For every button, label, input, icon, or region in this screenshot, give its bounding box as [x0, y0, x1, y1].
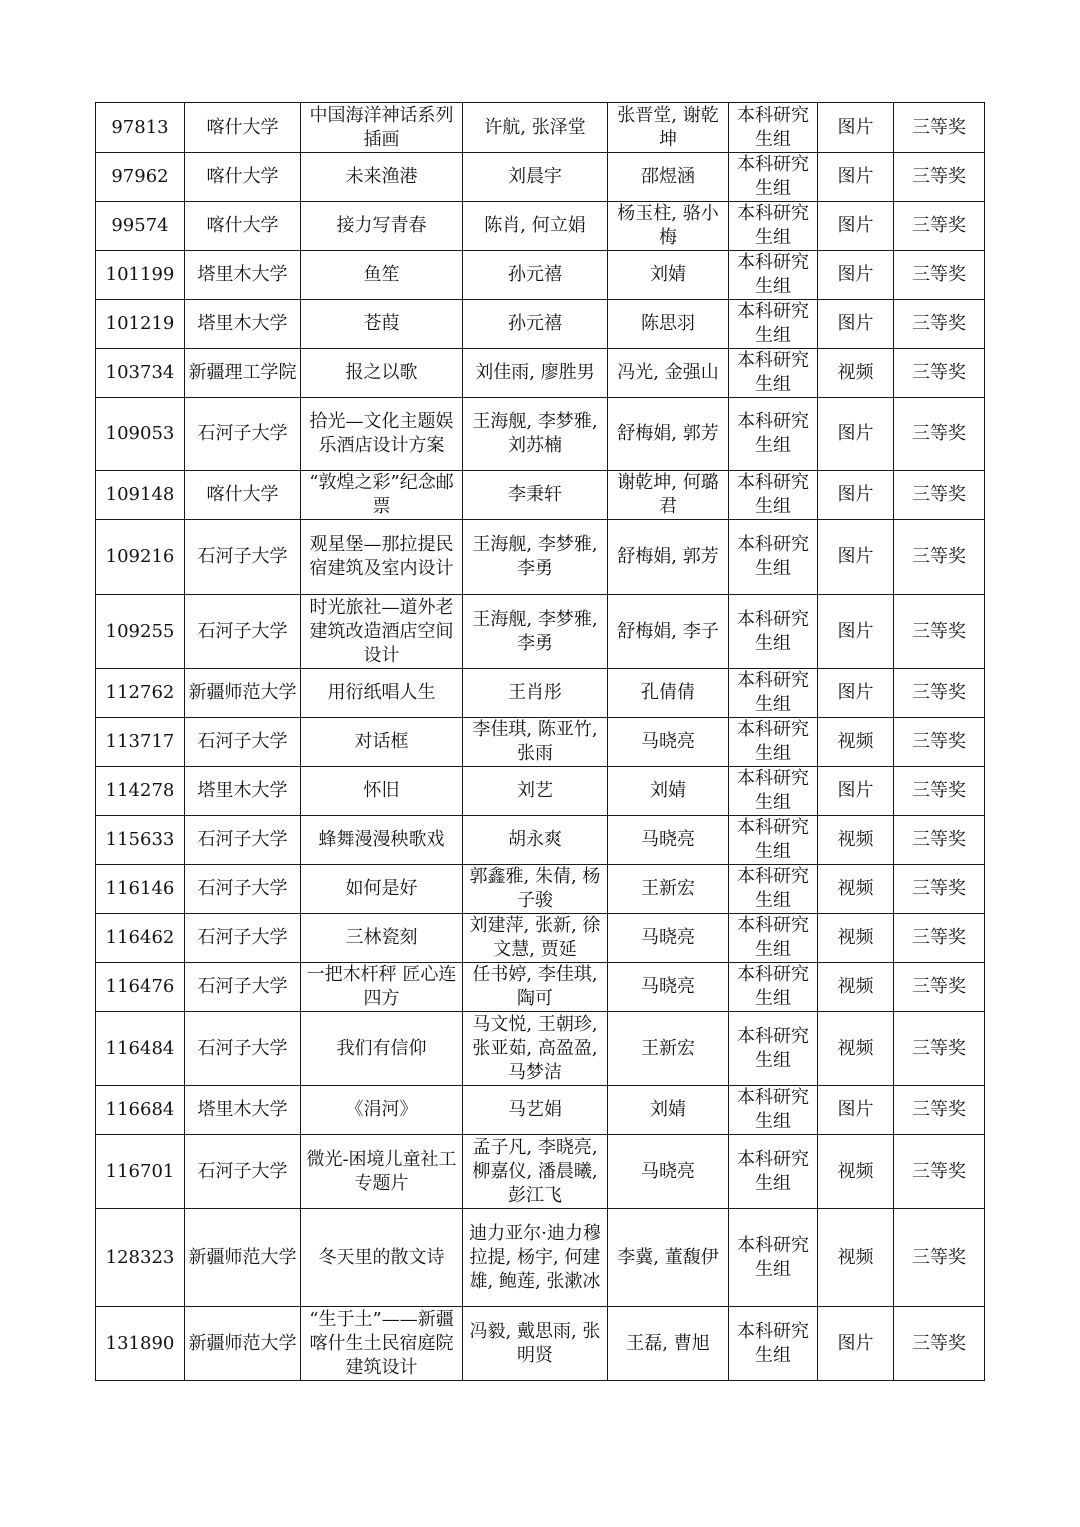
cell-id: 116484 [96, 1012, 185, 1086]
cell-advisors: 王新宏 [608, 865, 729, 914]
cell-id: 103734 [96, 349, 185, 398]
cell-award: 三等奖 [894, 520, 985, 595]
cell-id: 97962 [96, 153, 185, 202]
cell-award: 三等奖 [894, 251, 985, 300]
cell-advisors: 王磊, 曹旭 [608, 1307, 729, 1381]
cell-authors: 孟子凡, 李晓亮, 柳嘉仪, 潘晨曦, 彭江飞 [463, 1135, 608, 1209]
cell-type: 图片 [818, 300, 894, 349]
cell-authors: 许航, 张泽堂 [463, 103, 608, 153]
cell-group: 本科研究生组 [729, 398, 818, 471]
cell-type: 图片 [818, 202, 894, 251]
cell-group: 本科研究生组 [729, 471, 818, 520]
cell-school: 石河子大学 [185, 1012, 301, 1086]
cell-title: 蜂舞漫漫秧歌戏 [301, 816, 463, 865]
cell-type: 视频 [818, 718, 894, 767]
cell-advisors: 邵煜涵 [608, 153, 729, 202]
cell-title: 观星堡—那拉提民宿建筑及室内设计 [301, 520, 463, 595]
cell-group: 本科研究生组 [729, 767, 818, 816]
cell-title: 时光旅社—道外老建筑改造酒店空间设计 [301, 595, 463, 669]
cell-title: 三林瓷刻 [301, 914, 463, 963]
cell-group: 本科研究生组 [729, 1086, 818, 1135]
cell-title: 如何是好 [301, 865, 463, 914]
cell-award: 三等奖 [894, 914, 985, 963]
cell-id: 109053 [96, 398, 185, 471]
cell-authors: 李秉轩 [463, 471, 608, 520]
cell-type: 图片 [818, 471, 894, 520]
table-row [96, 963, 985, 1012]
table-row [96, 1012, 985, 1086]
cell-school: 喀什大学 [185, 153, 301, 202]
cell-school: 石河子大学 [185, 718, 301, 767]
cell-id: 114278 [96, 767, 185, 816]
cell-school: 新疆师范大学 [185, 1209, 301, 1307]
cell-title: 一把木杆秤 匠心连四方 [301, 963, 463, 1012]
cell-type: 图片 [818, 1307, 894, 1381]
cell-advisors: 刘婧 [608, 251, 729, 300]
cell-authors: 胡永爽 [463, 816, 608, 865]
cell-school: 石河子大学 [185, 865, 301, 914]
table-row [96, 520, 985, 595]
cell-id: 109255 [96, 595, 185, 669]
table-row [96, 251, 985, 300]
cell-id: 113717 [96, 718, 185, 767]
cell-title: 我们有信仰 [301, 1012, 463, 1086]
cell-school: 石河子大学 [185, 520, 301, 595]
cell-id: 128323 [96, 1209, 185, 1307]
cell-group: 本科研究生组 [729, 595, 818, 669]
cell-award: 三等奖 [894, 103, 985, 153]
cell-award: 三等奖 [894, 1012, 985, 1086]
table-row [96, 595, 985, 669]
cell-school: 新疆师范大学 [185, 1307, 301, 1381]
cell-id: 109216 [96, 520, 185, 595]
cell-title: 苍葭 [301, 300, 463, 349]
cell-title: 中国海洋神话系列插画 [301, 103, 463, 153]
cell-advisors: 陈思羽 [608, 300, 729, 349]
cell-id: 116476 [96, 963, 185, 1012]
cell-group: 本科研究生组 [729, 718, 818, 767]
table-row [96, 1307, 985, 1381]
cell-id: 101199 [96, 251, 185, 300]
cell-authors: 王肖彤 [463, 669, 608, 718]
cell-advisors: 王新宏 [608, 1012, 729, 1086]
cell-type: 视频 [818, 865, 894, 914]
cell-title: 《涓河》 [301, 1086, 463, 1135]
cell-school: 塔里木大学 [185, 1086, 301, 1135]
cell-type: 图片 [818, 595, 894, 669]
cell-id: 99574 [96, 202, 185, 251]
table-row [96, 398, 985, 471]
cell-advisors: 杨玉柱, 骆小梅 [608, 202, 729, 251]
cell-advisors: 马晓亮 [608, 914, 729, 963]
cell-authors: 李佳琪, 陈亚竹, 张雨 [463, 718, 608, 767]
cell-school: 塔里木大学 [185, 251, 301, 300]
table-row [96, 669, 985, 718]
cell-advisors: 李冀, 董馥伊 [608, 1209, 729, 1307]
cell-advisors: 刘婧 [608, 1086, 729, 1135]
table-row [96, 1086, 985, 1135]
cell-type: 视频 [818, 1209, 894, 1307]
awards-table [95, 102, 985, 1381]
cell-award: 三等奖 [894, 398, 985, 471]
cell-group: 本科研究生组 [729, 1135, 818, 1209]
cell-title: 对话框 [301, 718, 463, 767]
cell-type: 图片 [818, 767, 894, 816]
table-row [96, 865, 985, 914]
cell-title: 怀旧 [301, 767, 463, 816]
table-row [96, 202, 985, 251]
table-row [96, 914, 985, 963]
table-row [96, 767, 985, 816]
cell-authors: 马艺娟 [463, 1086, 608, 1135]
table-row [96, 153, 985, 202]
cell-award: 三等奖 [894, 1135, 985, 1209]
cell-type: 视频 [818, 349, 894, 398]
cell-id: 97813 [96, 103, 185, 153]
cell-authors: 王海舰, 李梦雅, 刘苏楠 [463, 398, 608, 471]
cell-group: 本科研究生组 [729, 251, 818, 300]
cell-award: 三等奖 [894, 718, 985, 767]
cell-group: 本科研究生组 [729, 520, 818, 595]
cell-advisors: 谢乾坤, 何璐君 [608, 471, 729, 520]
cell-id: 116146 [96, 865, 185, 914]
cell-group: 本科研究生组 [729, 1209, 818, 1307]
cell-title: 拾光—文化主题娱乐酒店设计方案 [301, 398, 463, 471]
cell-award: 三等奖 [894, 300, 985, 349]
cell-id: 116462 [96, 914, 185, 963]
cell-award: 三等奖 [894, 349, 985, 398]
cell-group: 本科研究生组 [729, 1012, 818, 1086]
cell-type: 图片 [818, 251, 894, 300]
cell-award: 三等奖 [894, 865, 985, 914]
cell-school: 石河子大学 [185, 914, 301, 963]
table-row [96, 1135, 985, 1209]
table-row [96, 471, 985, 520]
cell-advisors: 冯光, 金强山 [608, 349, 729, 398]
cell-type: 视频 [818, 1012, 894, 1086]
cell-advisors: 舒梅娟, 郭芳 [608, 520, 729, 595]
cell-type: 视频 [818, 1135, 894, 1209]
cell-title: 鱼笙 [301, 251, 463, 300]
cell-group: 本科研究生组 [729, 816, 818, 865]
table-row [96, 349, 985, 398]
cell-group: 本科研究生组 [729, 202, 818, 251]
cell-group: 本科研究生组 [729, 349, 818, 398]
cell-authors: 马文悦, 王朝珍, 张亚茹, 高盈盈, 马梦洁 [463, 1012, 608, 1086]
cell-type: 视频 [818, 914, 894, 963]
cell-award: 三等奖 [894, 202, 985, 251]
cell-award: 三等奖 [894, 1086, 985, 1135]
cell-advisors: 马晓亮 [608, 1135, 729, 1209]
cell-award: 三等奖 [894, 1307, 985, 1381]
cell-group: 本科研究生组 [729, 103, 818, 153]
cell-id: 112762 [96, 669, 185, 718]
cell-title: “生于土”——新疆喀什生土民宿庭院建筑设计 [301, 1307, 463, 1381]
table-row [96, 103, 985, 153]
cell-type: 图片 [818, 669, 894, 718]
cell-advisors: 马晓亮 [608, 718, 729, 767]
cell-authors: 郭鑫雅, 朱倩, 杨子骏 [463, 865, 608, 914]
cell-authors: 孙元禧 [463, 300, 608, 349]
cell-title: 冬天里的散文诗 [301, 1209, 463, 1307]
cell-title: “敦煌之彩”纪念邮票 [301, 471, 463, 520]
table-row [96, 718, 985, 767]
cell-authors: 迪力亚尔·迪力穆拉提, 杨宇, 何建雄, 鲍莲, 张漱冰 [463, 1209, 608, 1307]
cell-award: 三等奖 [894, 595, 985, 669]
cell-group: 本科研究生组 [729, 1307, 818, 1381]
cell-type: 视频 [818, 963, 894, 1012]
cell-authors: 孙元禧 [463, 251, 608, 300]
cell-advisors: 舒梅娟, 郭芳 [608, 398, 729, 471]
cell-school: 喀什大学 [185, 202, 301, 251]
table-row [96, 1209, 985, 1307]
cell-title: 报之以歌 [301, 349, 463, 398]
cell-type: 图片 [818, 398, 894, 471]
cell-school: 新疆理工学院 [185, 349, 301, 398]
awards-table-body [96, 103, 985, 1381]
table-row [96, 300, 985, 349]
cell-authors: 刘晨宇 [463, 153, 608, 202]
cell-advisors: 马晓亮 [608, 816, 729, 865]
cell-group: 本科研究生组 [729, 300, 818, 349]
cell-type: 图片 [818, 1086, 894, 1135]
cell-group: 本科研究生组 [729, 865, 818, 914]
cell-school: 石河子大学 [185, 816, 301, 865]
cell-type: 视频 [818, 816, 894, 865]
cell-group: 本科研究生组 [729, 963, 818, 1012]
cell-advisors: 孔倩倩 [608, 669, 729, 718]
cell-authors: 刘佳雨, 廖胜男 [463, 349, 608, 398]
cell-school: 石河子大学 [185, 1135, 301, 1209]
cell-authors: 冯毅, 戴思雨, 张明贤 [463, 1307, 608, 1381]
cell-title: 用衍纸唱人生 [301, 669, 463, 718]
cell-authors: 王海舰, 李梦雅, 李勇 [463, 520, 608, 595]
cell-group: 本科研究生组 [729, 914, 818, 963]
cell-advisors: 刘婧 [608, 767, 729, 816]
cell-award: 三等奖 [894, 471, 985, 520]
cell-authors: 陈肖, 何立娟 [463, 202, 608, 251]
cell-award: 三等奖 [894, 816, 985, 865]
cell-school: 新疆师范大学 [185, 669, 301, 718]
cell-advisors: 舒梅娟, 李子 [608, 595, 729, 669]
cell-authors: 王海舰, 李梦雅, 李勇 [463, 595, 608, 669]
cell-group: 本科研究生组 [729, 153, 818, 202]
cell-award: 三等奖 [894, 153, 985, 202]
cell-type: 图片 [818, 520, 894, 595]
cell-advisors: 张晋堂, 谢乾坤 [608, 103, 729, 153]
cell-award: 三等奖 [894, 767, 985, 816]
cell-award: 三等奖 [894, 1209, 985, 1307]
cell-school: 石河子大学 [185, 595, 301, 669]
cell-school: 喀什大学 [185, 471, 301, 520]
cell-type: 图片 [818, 103, 894, 153]
cell-school: 石河子大学 [185, 398, 301, 471]
cell-id: 109148 [96, 471, 185, 520]
cell-school: 塔里木大学 [185, 300, 301, 349]
cell-title: 微光-困境儿童社工专题片 [301, 1135, 463, 1209]
cell-authors: 任书婷, 李佳琪, 陶可 [463, 963, 608, 1012]
cell-type: 图片 [818, 153, 894, 202]
cell-advisors: 马晓亮 [608, 963, 729, 1012]
cell-id: 131890 [96, 1307, 185, 1381]
cell-authors: 刘艺 [463, 767, 608, 816]
cell-award: 三等奖 [894, 669, 985, 718]
cell-title: 接力写青春 [301, 202, 463, 251]
cell-id: 101219 [96, 300, 185, 349]
cell-title: 未来渔港 [301, 153, 463, 202]
cell-id: 116684 [96, 1086, 185, 1135]
cell-group: 本科研究生组 [729, 669, 818, 718]
cell-award: 三等奖 [894, 963, 985, 1012]
cell-authors: 刘建萍, 张新, 徐文慧, 贾延 [463, 914, 608, 963]
cell-school: 石河子大学 [185, 963, 301, 1012]
cell-id: 116701 [96, 1135, 185, 1209]
cell-school: 塔里木大学 [185, 767, 301, 816]
cell-id: 115633 [96, 816, 185, 865]
table-row [96, 816, 985, 865]
cell-school: 喀什大学 [185, 103, 301, 153]
